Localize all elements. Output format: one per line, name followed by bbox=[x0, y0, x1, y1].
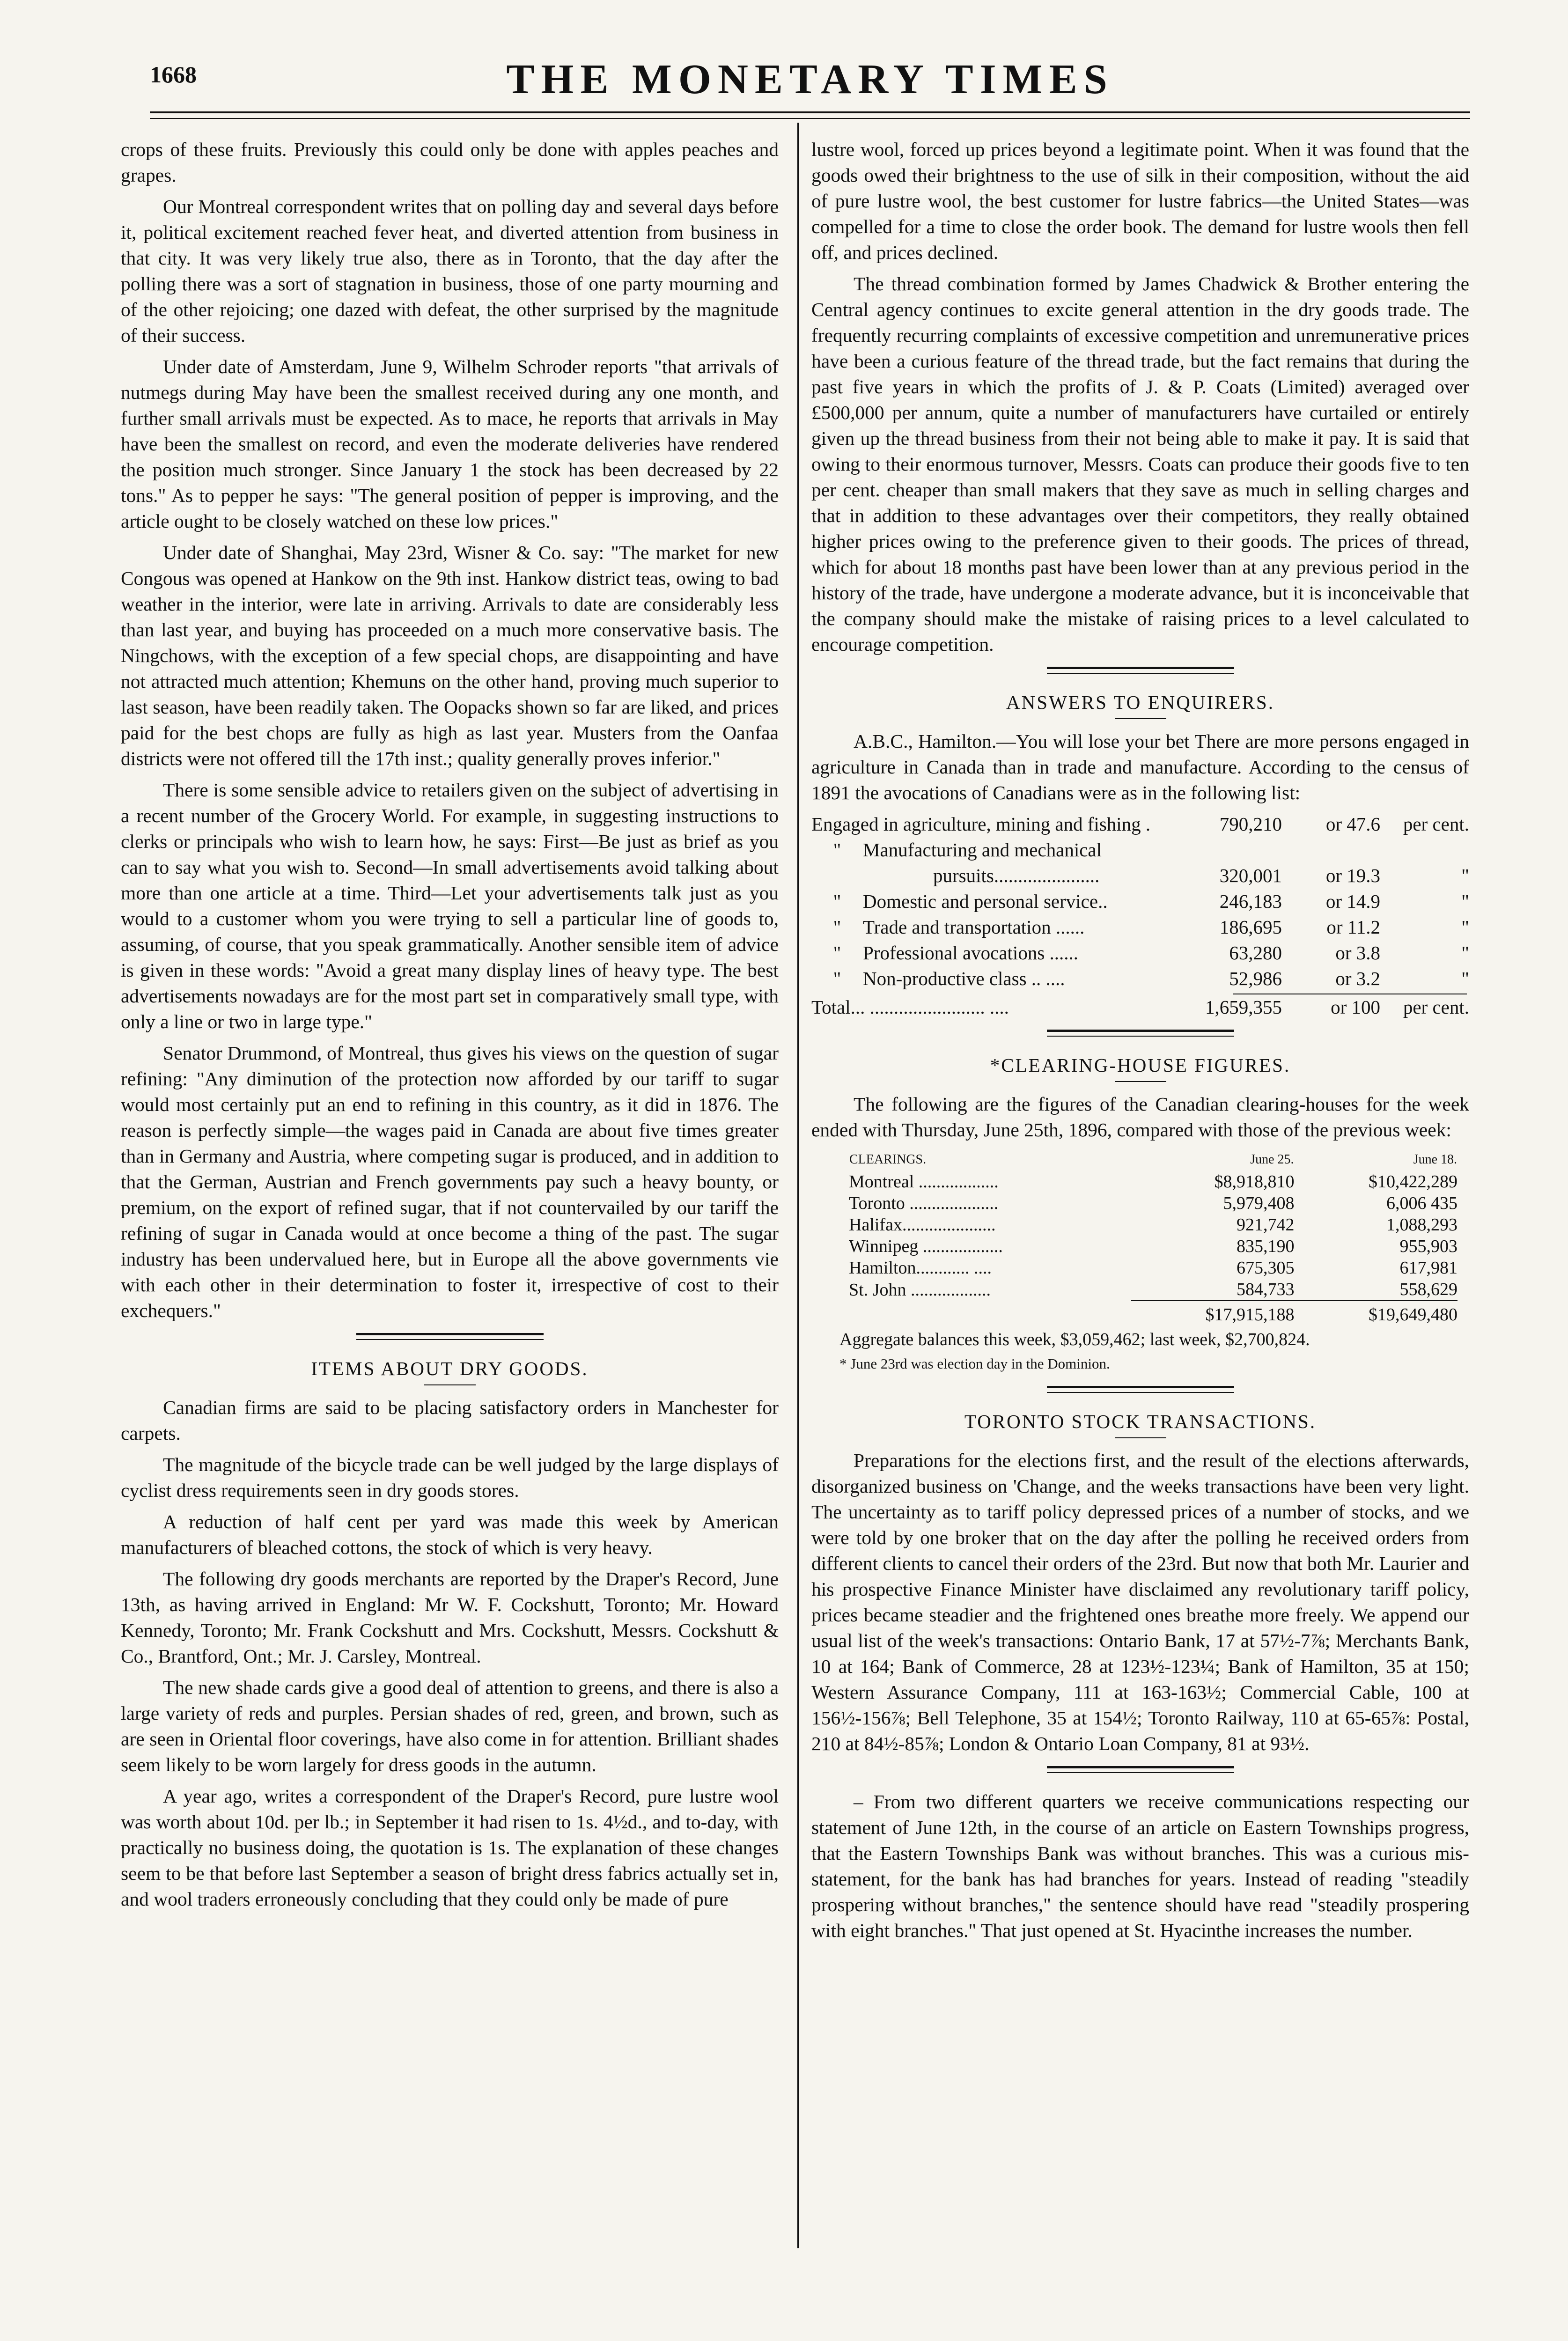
right-column bbox=[811, 137, 1469, 1949]
ditto-mark: " bbox=[833, 942, 841, 964]
avocation-row bbox=[811, 914, 1469, 940]
clearing-total-june18: $19,649,480 bbox=[1295, 1301, 1458, 1325]
article-paragraph: Senator Drummond, of Montreal, thus gives his views on the question of sugar refining: "Any diminution of the protection now afforded by our tariff to sugar would most certainly put an end to refining in this country, as it did in 1876. The reason is perfectly simple—the wages paid in Canada are about five times greater than in Germany and Austria, where competing sugar is produced, and in addition to that the German, Austrian and French governments pay such a heavy bounty, or premium, on the export of refined sugar, that if not countervailed by our tariff the refining of sugar in Canada would at once become a thing of the past. The sugar industry has been undervalued here, but in Europe all the above governments vie with each other in their determination to foster it, irrespective of cost to their exchequers." bbox=[121, 1042, 779, 1321]
clearing-row bbox=[849, 1257, 1458, 1279]
clearing-june18: $10,422,289 bbox=[1369, 1172, 1458, 1192]
avocation-value: 186,695 bbox=[1219, 916, 1282, 938]
closing-paragraph: – From two different quarters we receive communications respecting our statement of June 12th, in the course of an article on Eastern Townships progress, that the Eastern Townships Bank was without branches. This was a curious mis-statement, for the bank has had branches for years. Instead of reading "steadily prospering without branches," the sentence should have read "steadily prospering with eight branches." That just opened at St. Hyacinthe increases the number. bbox=[811, 1791, 1469, 1941]
avocation-row bbox=[811, 889, 1469, 914]
clearing-total-row bbox=[849, 1301, 1458, 1325]
avocation-unit: per cent. bbox=[1403, 813, 1469, 835]
dry-goods-paragraph: The new shade cards give a good deal of attention to greens, and there is also a large variety of reds and purples. Persian shades of red, green, and brown, such as are seen in Oriental floor coverings, have also come in for attention. Brilliant shades seem likely to be worn largely for dress goods in the autumn. bbox=[121, 1677, 779, 1775]
clearing-city: Halifax..................... bbox=[849, 1215, 996, 1235]
dry-goods-paragraph: The magnitude of the bicycle trade can be well judged by the large displays of cyclist dress requirements seen in dry goods stores. bbox=[121, 1454, 779, 1501]
total-unit: per cent. bbox=[1403, 996, 1469, 1018]
dry-goods-paragraph: A year ago, writes a correspondent of the Draper's Record, pure lustre wool was worth about 10d. per lb.; in September it had risen to 1s. 4½d., and to-day, with practically no business doing, the quotation is 1s. The explanation of these changes seem to be that before last September a season of bright dress fabrics actually set in, and wool traders erroneously concluding that they could only be made of pure bbox=[121, 1785, 779, 1910]
ditto-mark: " bbox=[1461, 968, 1469, 989]
avocation-row bbox=[811, 811, 1469, 837]
ditto-mark: " bbox=[1461, 865, 1469, 886]
avocation-percent: or 3.2 bbox=[1335, 968, 1380, 989]
clearing-city: Winnipeg .................. bbox=[849, 1237, 1003, 1256]
clearing-june25: 5,979,408 bbox=[1223, 1193, 1295, 1213]
dry-goods-paragraph: A reduction of half cent per yard was made this week by American manufacturers of bleached cottons, the stock of which is very heavy. bbox=[121, 1511, 779, 1558]
clearing-june25: 921,742 bbox=[1237, 1215, 1295, 1235]
avocation-label: pursuits...................... bbox=[933, 865, 1100, 886]
clearing-june18: 6,006 435 bbox=[1386, 1193, 1458, 1213]
clearing-june25: 835,190 bbox=[1237, 1237, 1295, 1256]
masthead: THE MONETARY TIMES bbox=[506, 56, 1114, 103]
ditto-mark: " bbox=[1461, 916, 1469, 938]
avocation-row bbox=[811, 940, 1469, 966]
avocation-value: 246,183 bbox=[1219, 891, 1282, 912]
avocation-label: Trade and transportation ...... bbox=[863, 916, 1085, 938]
stock-heading: TORONTO STOCK TRANSACTIONS. bbox=[964, 1411, 1317, 1432]
total-percent: or 100 bbox=[1331, 996, 1380, 1018]
clearing-city: St. John .................. bbox=[849, 1280, 991, 1300]
avocation-percent: or 11.2 bbox=[1326, 916, 1380, 938]
clearing-row bbox=[849, 1236, 1458, 1257]
masthead-rule-top bbox=[150, 111, 1470, 113]
clearing-heading: *CLEARING-HOUSE FIGURES. bbox=[990, 1054, 1291, 1076]
clearing-row bbox=[849, 1171, 1458, 1193]
avocation-label: Professional avocations ...... bbox=[863, 942, 1079, 964]
ditto-mark: " bbox=[833, 891, 841, 912]
section-separator bbox=[1047, 1766, 1234, 1773]
avocation-value: 320,001 bbox=[1219, 865, 1282, 886]
clearing-city: Hamilton............ .... bbox=[849, 1258, 992, 1278]
clearing-june18: 558,629 bbox=[1399, 1280, 1458, 1299]
clearing-june18: 1,088,293 bbox=[1386, 1215, 1458, 1235]
section-separator bbox=[1047, 667, 1234, 674]
stock-paragraph: Preparations for the elections first, and the result of the elections afterwards, disorganized business on 'Change, and the weeks transactions have been very light. The uncertainty as to tariff policy depressed prices of a number of stocks, and we were told by one broker that on the day after the polling he received orders from different clients to cancel their orders of the 23rd. But now that both Mr. Laurier and his prospective Finance Minister have disclaimed any revolutionary tariff policy, prices became steadier and the frightened ones breathe more freely. We append our usual list of the week's transactions: Ontario Bank, 17 at 57½-7⅞; Merchants Bank, 10 at 164; Bank of Commerce, 28 at 123½-123¼; Bank of Hamilton, 35 at 150; Western Assurance Company, 111 at 163-163½; Commercial Cable, 100 at 156½-156⅞; Bell Telephone, 35 at 154½; Toronto Railway, 110 at 65-65⅞: Postal, 210 at 84½-85⅞; London & Ontario Loan Company, 81 at 93½. bbox=[811, 1450, 1469, 1754]
article-paragraph: Under date of Amsterdam, June 9, Wilhelm Schroder reports "that arrivals of nutmegs during May have been the smallest received during any one month, and further small arrivals must be expected. As to mace, he reports that arrivals in May have been the smallest on record, and even the moderate deliveries have rendered the position much stronger. Since January 1 the stock has been decreased by 22 tons." As to pepper he says: "The general position of pepper is improving, and the article ought to be closely watched on these low prices." bbox=[121, 356, 779, 532]
answers-heading: ANSWERS TO ENQUIRERS. bbox=[1006, 692, 1274, 713]
page-number: 1668 bbox=[150, 61, 197, 88]
ditto-mark: " bbox=[1461, 891, 1469, 912]
avocation-row bbox=[811, 837, 1469, 863]
clearing-row bbox=[849, 1279, 1458, 1301]
section-separator bbox=[1047, 1030, 1234, 1037]
section-separator bbox=[356, 1333, 544, 1340]
clearing-header-row bbox=[849, 1148, 1458, 1171]
masthead-rule-bottom bbox=[150, 118, 1470, 119]
clearing-col-june18: June 18. bbox=[1413, 1152, 1457, 1167]
left-column bbox=[121, 137, 779, 1918]
avocations-table bbox=[811, 811, 1469, 1020]
page-header bbox=[150, 55, 1470, 121]
dry-goods-paragraph: Canadian firms are said to be placing satisfactory orders in Manchester for carpets. bbox=[121, 1397, 779, 1444]
avocation-percent: or 47.6 bbox=[1325, 813, 1380, 835]
clearing-total-june25: $17,915,188 bbox=[1131, 1301, 1294, 1325]
article-paragraph: Under date of Shanghai, May 23rd, Wisner & Co. say: "The market for new Congous was opened at Hankow on the 9th inst. Hankow district teas, owing to bad weather in the interior, were late in arriving. Arrivals to date are considerably less than last year, and buying has proceeded on a much more conservative basis. The Ningchows, with the exception of a few special chops, are disappointing and have not attracted much attention; Khemuns on the other hand, proving much superior to last season, have been readily taken. The Oopacks shown so far are liked, and prices paid for the best chops are fully as high as last year. Musters from the Oanfaa districts were not offered till the 17th inst.; quality generally proves inferior." bbox=[121, 542, 779, 769]
avocation-label: Domestic and personal service.. bbox=[863, 891, 1108, 912]
heading-dash bbox=[1115, 1081, 1166, 1082]
avocation-total-row bbox=[811, 994, 1469, 1020]
ditto-mark: " bbox=[833, 916, 841, 938]
avocation-percent: or 3.8 bbox=[1335, 942, 1380, 964]
ditto-mark: " bbox=[1461, 942, 1469, 964]
heading-dash bbox=[424, 1384, 476, 1385]
total-value: 1,659,355 bbox=[1205, 996, 1282, 1018]
section-separator bbox=[1047, 1386, 1234, 1393]
ditto-mark: " bbox=[833, 839, 841, 861]
avocation-value: 790,210 bbox=[1219, 813, 1282, 835]
avocation-percent: or 14.9 bbox=[1325, 891, 1380, 912]
column-divider bbox=[797, 123, 799, 2248]
total-label: Total... ........................ .... bbox=[811, 996, 1009, 1018]
ditto-mark: " bbox=[833, 968, 841, 989]
avocation-row bbox=[811, 966, 1469, 992]
dry-goods-paragraph: The following dry goods merchants are reported by the Draper's Record, June 13th, as having arrived in England: Mr W. F. Cockshutt, Toronto; Mr. Howard Kennedy, Toronto; Mr. Frank Cockshutt and Mrs. Cockshutt, Messrs. Cockshutt & Co., Brantford, Ont.; Mr. J. Carsley, Montreal. bbox=[121, 1568, 779, 1667]
avocation-label: Manufacturing and mechanical bbox=[863, 839, 1102, 861]
clearing-june25: 675,305 bbox=[1237, 1258, 1295, 1278]
avocation-value: 63,280 bbox=[1229, 942, 1282, 964]
clearing-intro: The following are the figures of the Canadian clearing-houses for the week ended with Thursday, June 25th, 1896, compared with those of the previous week: bbox=[811, 1093, 1469, 1141]
article-paragraph: There is some sensible advice to retailers given on the subject of advertising in a recent number of the Grocery World. For example, in suggesting instructions to clerks or principals who wish to learn how, he says: First—Be just as brief as you can to say what you wish to. Second—In small advertisements avoid talking about more than one article at a time. Third—Let your advertisements talk just as you would to a customer whom you were trying to sell a particular line of goods to, assuming, of course, that you speak grammatically. Another sensible item of advice is given in these words: "Avoid a great many display lines of heavy type. The best advertisements nowadays are for the most part set in comparatively small type, with only a line or two in large type." bbox=[121, 779, 779, 1032]
avocation-row bbox=[811, 863, 1469, 889]
clearing-col-june25: June 25. bbox=[1250, 1152, 1294, 1167]
article-paragraph: lustre wool, forced up prices beyond a legitimate point. When it was found that the goods owed their brightness to the use of silk in their composition, without the aid of pure lustre wool, the best customer for lustre fabrics—the United States—was compelled for a time to close the order book. The demand for lustre wools then fell off, and prices declined. bbox=[811, 139, 1469, 263]
heading-dash bbox=[1115, 1437, 1166, 1438]
clearing-footnote: * June 23rd was election day in the Dominion. bbox=[839, 1355, 1110, 1372]
dry-goods-heading: ITEMS ABOUT DRY GOODS. bbox=[311, 1358, 589, 1379]
article-paragraph: crops of these fruits. Previously this could only be done with apples peaches and grapes. bbox=[121, 139, 779, 186]
avocation-label: Engaged in agriculture, mining and fishing . bbox=[811, 813, 1151, 835]
answers-intro: A.B.C., Hamilton.—You will lose your bet There are more persons engaged in agriculture in Canada than in trade and manufacture. According to the census of 1891 the avocations of Canadians were as in the following list: bbox=[811, 730, 1469, 803]
clearing-row bbox=[849, 1214, 1458, 1236]
clearing-col-label: CLEARINGS. bbox=[849, 1152, 927, 1167]
heading-dash bbox=[1115, 718, 1166, 719]
clearing-city: Montreal .................. bbox=[849, 1172, 999, 1192]
clearing-june25: 584,733 bbox=[1237, 1280, 1295, 1299]
clearing-june18: 617,981 bbox=[1399, 1258, 1458, 1278]
clearing-june18: 955,903 bbox=[1399, 1237, 1458, 1256]
article-paragraph: Our Montreal correspondent writes that on polling day and several days before it, political excitement reached fever heat, and diverted attention from business in that city. It was very likely true also, there as in Toronto, that the day after the polling there was a sort of stagnation in business, those of one party mourning and of the other rejoicing; one dazed with defeat, the other surprised by the magnitude of their success. bbox=[121, 196, 779, 346]
avocation-label: Non-productive class .. .... bbox=[863, 968, 1065, 989]
avocation-percent: or 19.3 bbox=[1325, 865, 1380, 886]
clearing-table bbox=[849, 1148, 1458, 1325]
clearing-row bbox=[849, 1193, 1458, 1214]
clearing-balances: Aggregate balances this week, $3,059,462; last week, $2,700,824. bbox=[839, 1330, 1310, 1349]
article-paragraph: The thread combination formed by James Chadwick & Brother entering the Central agency continues to excite general attention in the dry goods trade. The frequently recurring complaints of excessive competition and unremunerative prices have been a curious feature of the thread trade, but the fact remains that during the past five years in which the profits of J. & P. Coats (Limited) averaged over £500,000 per annum, quite a number of manufacturers have curtailed or entirely given up the thread business from their not being able to make it pay. It is said that owing to their enormous turnover, Messrs. Coats can produce their goods five to ten per cent. cheaper than small makers that they save as much in selling charges and that in addition to these advantages over their competitors, they really obtained higher prices owing to the preference given to their goods. The prices of thread, which for about 18 months past have been lower than at any previous period in the history of the trade, have undergone a moderate advance, but it is inconceivable that the company should make the mistake of raising prices to a level calculated to encourage competition. bbox=[811, 273, 1469, 655]
avocation-value: 52,986 bbox=[1229, 968, 1282, 989]
clearing-city: Toronto .................... bbox=[849, 1193, 999, 1213]
clearing-june25: $8,918,810 bbox=[1214, 1172, 1295, 1192]
